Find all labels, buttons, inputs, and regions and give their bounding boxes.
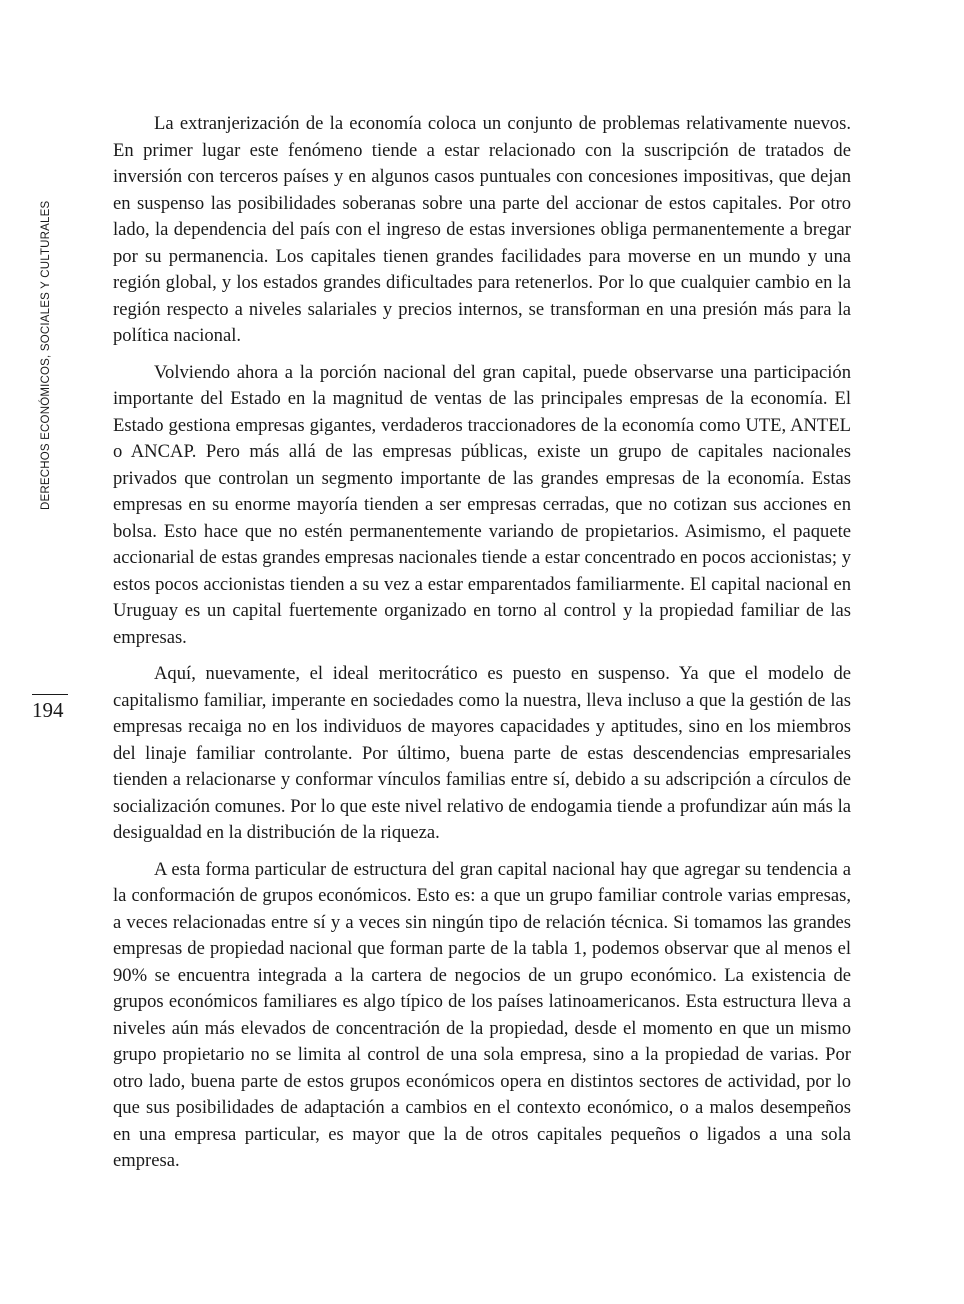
body-text (113, 111, 851, 1185)
page-number: 194 (32, 698, 64, 722)
paragraph-2: Volviendo ahora a la porción nacional del gran capital, puede observarse una participación importante del Estado en la magnitud de ventas de las principales empresas de la economía. El Estado gestiona empresas gigantes, verdaderos traccionadores de la economía como UTE, ANTEL o ANCAP. Pero más allá de las empresas públicas, existe un grupo de capitales nacionales privados que controlan un segmento importante de las grandes empresas de la economía. Estas empresas en su enorme mayoría tienden a ser empresas cerradas, que no cotizan sus acciones en bolsa. Esto hace que no estén permanentemente variando de propietarios. Asimismo, el paquete accionarial de estas grandes empresas nacionales tiende a estar concentrado en pocos accionistas; y estos pocos accionistas tienden a su vez a estar emparentados familiarmente. El capital nacional en Uruguay es un capital fuertemente organizado en torno al control y la propiedad familiar de las empresas. (113, 361, 851, 648)
running-head: DERECHOS ECONÓMICOS, SOCIALES Y CULTURALES (40, 200, 52, 510)
paragraph-1: La extranjerización de la economía coloca un conjunto de problemas relativamente nuevos. En primer lugar este fenómeno tiende a estar relacionado con la suscripción de tratados de inversión con terceros países y en algunos casos puntuales con concesiones impositivas, que dejan en suspenso las posibilidades soberanas sobre una parte del accionar de estos capitales. Por otro lado, la dependencia del país con el ingreso de estas inversiones obliga permanentemente a bregar por su permanencia. Los capitales tienen grandes facilidades para moverse en un mundo y una región global, y los estados grandes dificultades para retenerlos. Por lo que cualquier cambio en la región respecto a niveles salariales y precios internos, se transforman en una presión más para la política nacional. (113, 113, 851, 346)
page-number-rule (32, 694, 68, 695)
paragraph-4: A esta forma particular de estructura del gran capital nacional hay que agregar su tendencia a la conformación de grupos económicos. Esto es: a que un grupo familiar controle varias empresas, a veces relacionadas entre sí y a veces sin ningún tipo de relación técnica. Si tomamos las grandes empresas de propiedad nacional que forman parte de la tabla 1, podemos observar que al menos el 90% se encuentra integrada a la cartera de negocios de un grupo económico. La existencia de grupos económicos familiares es algo típico de los países latinoamericanos. Esta estructura lleva a niveles aún más elevados de concentración de la propiedad, desde el momento en que un mismo grupo propietario no se limita al control de una sola empresa, sino a la propiedad de varias. Por otro lado, buena parte de estos grupos económicos opera en distintos sectores de actividad, por lo que sus posibilidades de adaptación a cambios en el contexto económico, o a malos desempeños en una empresa particular, es mayor que la de otros capitales pequeños o ligados a una sola empresa. (113, 858, 851, 1171)
paragraph-3: Aquí, nuevamente, el ideal meritocrático es puesto en suspenso. Ya que el modelo de capitalismo familiar, imperante en sociedades como la nuestra, lleva incluso a que la gestión de las empresas recaiga no en los individuos de mayores capacidades y aptitudes, sino en los miembros del linaje familiar controlante. Por último, buena parte de estas descendencias empresariales tienden a relacionarse y conformar vínculos familias entre sí, debido a su adscripción a círculos de socialización comunes. Por lo que este nivel relativo de endogamia tiende a profundizar aún más la desigualdad en la distribución de la riqueza. (113, 663, 851, 843)
